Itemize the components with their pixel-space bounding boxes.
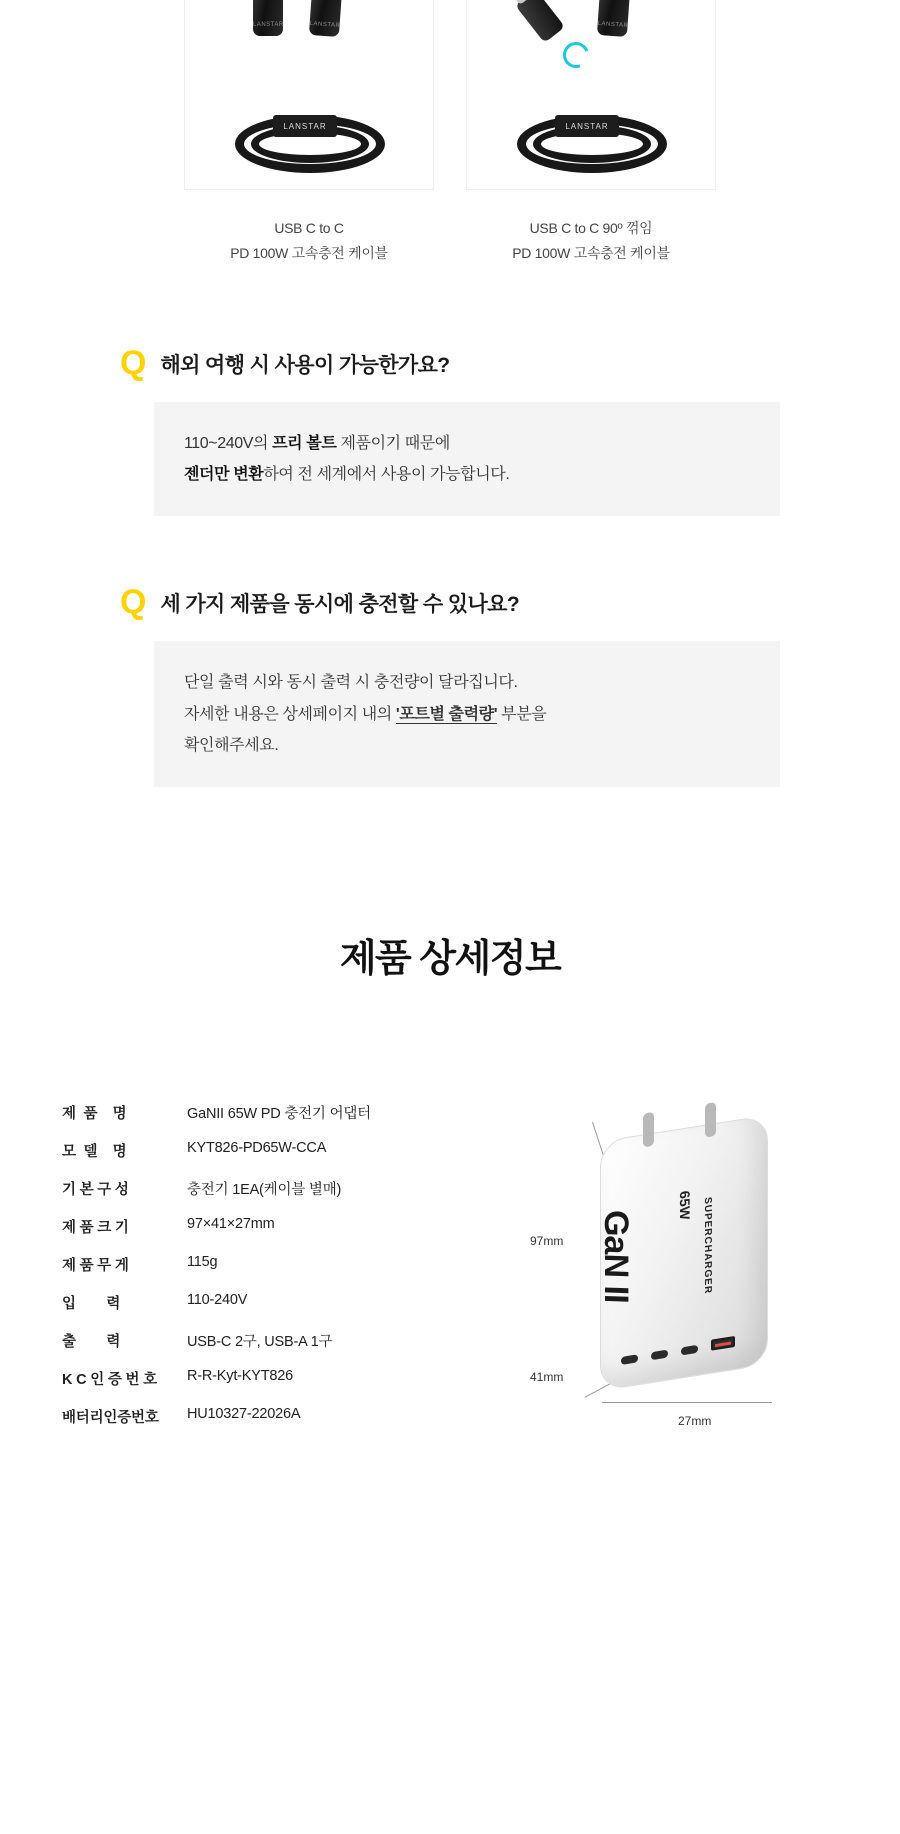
cable-product-row (0, 0, 900, 265)
ac-prong-icon (643, 1112, 654, 1148)
spec-row (62, 1216, 482, 1237)
charger-port-group (621, 1336, 735, 1365)
spec-key: 제 품 명 (62, 1105, 127, 1122)
cable-brand-tag: LANSTAR (273, 115, 337, 137)
faq-answer-line-2 (184, 459, 750, 490)
charger-brand-text: GaN II (597, 1206, 635, 1305)
dimension-height-label: 97mm (530, 1233, 564, 1248)
spec-key: 모 델 명 (62, 1143, 127, 1160)
faq-question-text: 해외 여행 시 사용이 가능한가요? (160, 354, 450, 377)
dimension-width-label: 41mm (530, 1369, 564, 1384)
faq-item-1 (120, 344, 780, 516)
led-indicator-icon (559, 38, 594, 73)
spec-table (62, 1102, 482, 1444)
spec-key: 기 본 구 성 (62, 1181, 129, 1198)
usb-a-port-icon (711, 1336, 735, 1351)
spec-value: KYT826-PD65W-CCA (187, 1139, 327, 1156)
charger-illustration (482, 1102, 838, 1444)
spec-row (62, 1368, 482, 1389)
faq-answer-line-2 (184, 699, 750, 730)
plug-brand-label: LANSTAR (309, 20, 341, 30)
faq-answer-box (154, 641, 780, 787)
spec-key: 출 력 (62, 1333, 121, 1350)
faq-item-2 (120, 583, 780, 787)
charger-body (597, 1115, 768, 1392)
cable-card-straight (184, 0, 434, 265)
answer-bold: 프리 볼트 (272, 435, 337, 452)
question-mark-icon: Q (120, 583, 147, 622)
faq-question-row (120, 583, 780, 622)
spec-key: 배터리인증번호 (62, 1409, 159, 1426)
usb-c-plug-icon (309, 0, 343, 37)
plug-brand-label: LANSTAR (597, 20, 629, 30)
dimension-depth-label: 27mm (678, 1413, 712, 1428)
charger-sub-text: SUPERCHARGER (702, 1196, 713, 1296)
ac-prong-icon (705, 1102, 716, 1138)
spec-key: 입 력 (62, 1295, 121, 1312)
cable-caption-line-1: USB C to C (274, 220, 344, 236)
usb-c-port-icon (681, 1345, 698, 1356)
cable-caption-line-2: PD 100W 고속충전 케이블 (230, 244, 388, 261)
spec-row (62, 1406, 482, 1427)
cable-caption-straight (184, 216, 434, 265)
spec-value: 충전기 1EA(케이블 별매) (187, 1181, 342, 1198)
spec-value: GaNII 65W PD 충전기 어댑터 (187, 1105, 371, 1122)
answer-text: 자세한 내용은 상세페이지 내의 (184, 705, 396, 723)
spec-row (62, 1178, 482, 1199)
spec-row (62, 1254, 482, 1275)
faq-question-row (120, 344, 780, 382)
plug-brand-label: LANSTAR (253, 22, 284, 28)
spec-value: HU10327-22026A (187, 1405, 301, 1422)
spec-value: 110-240V (187, 1291, 248, 1308)
cable-photo-angled (466, 0, 716, 190)
usb-c-right-angle-plug-icon (515, 0, 565, 43)
faq-section (0, 344, 900, 787)
spec-value: 97×41×27mm (187, 1215, 275, 1232)
cable-card-angled (466, 0, 716, 265)
usb-c-plug-icon (597, 0, 631, 37)
spec-section (0, 1102, 900, 1444)
usb-c-port-icon (621, 1354, 638, 1365)
spec-key: 제 품 크 기 (62, 1219, 129, 1236)
cable-caption-line-2: PD 100W 고속충전 케이블 (512, 244, 670, 261)
usb-c-plug-icon (253, 0, 283, 36)
answer-bold: 젠더만 변환 (184, 466, 264, 484)
faq-answer-line-1 (184, 428, 750, 459)
answer-text: 제품이기 때문에 (336, 435, 450, 452)
faq-question-text: 세 가지 제품을 동시에 충전할 수 있나요? (160, 593, 520, 617)
spec-key: K C 인 증 번 호 (62, 1371, 157, 1388)
answer-text: 부분을 (497, 705, 547, 723)
faq-answer-box (154, 402, 780, 516)
spec-row (62, 1140, 482, 1161)
usb-c-port-icon (651, 1349, 668, 1360)
faq-answer-line-1: 단일 출력 시와 동시 출력 시 충전량이 달라집니다. (184, 674, 518, 692)
cable-photo-straight (184, 0, 434, 190)
spec-value: R-R-Kyt-KYT826 (187, 1367, 293, 1384)
cable-caption-line-1: USB C to C 90º 꺾임 (529, 220, 653, 236)
spec-value: 115g (187, 1253, 218, 1270)
spec-key: 제 품 무 게 (62, 1257, 129, 1274)
charger-watt-text: 65W (677, 1189, 693, 1221)
spec-row (62, 1330, 482, 1351)
dimension-leader-line (602, 1402, 772, 1403)
spec-row (62, 1102, 482, 1123)
cable-caption-angled (466, 216, 716, 265)
answer-text: 하여 전 세계에서 사용이 가능합니다. (263, 466, 510, 484)
spec-value: USB-C 2구, USB-A 1구 (187, 1333, 333, 1350)
cable-brand-tag: LANSTAR (555, 115, 619, 137)
question-mark-icon: Q (120, 344, 147, 382)
answer-text: 110~240V의 (184, 435, 273, 452)
answer-underline: '포트별 출력량' (395, 705, 498, 723)
spec-row (62, 1292, 482, 1313)
faq-answer-line-3: 확인해주세요. (184, 736, 279, 754)
spec-section-title: 제품 상세정보 (339, 937, 561, 980)
